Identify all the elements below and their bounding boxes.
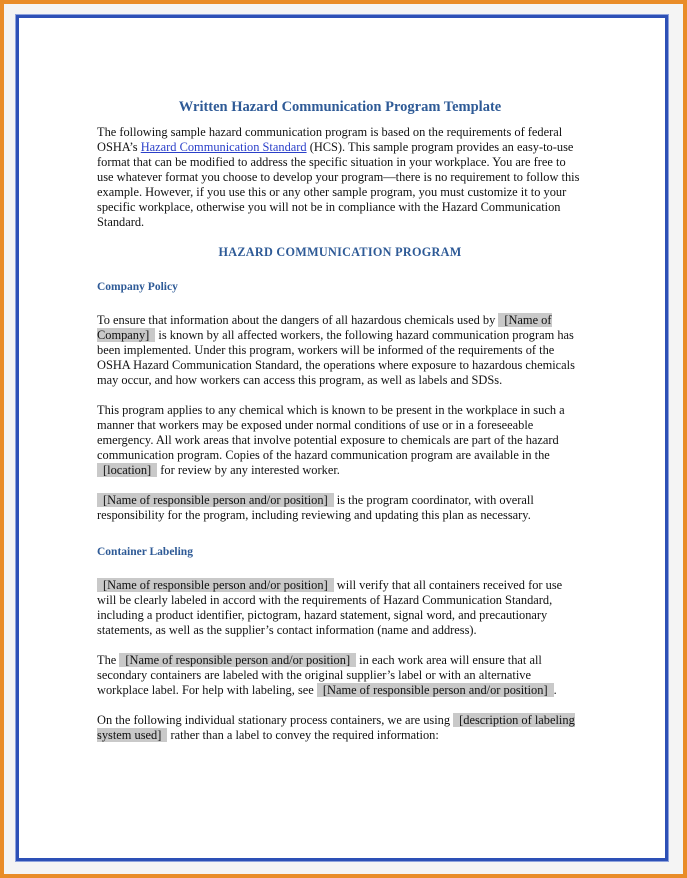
cp2-text-1: This program applies to any chemical which is known to be present in the workplace in such a manner that workers may be exposed under normal conditions of use or in a foreseeable emergency. All work areas that involve potential exposure to chemicals are part of the hazard communication program. Copies of the hazard communication program are available in the	[97, 403, 565, 462]
container-labeling-paragraph-2	[97, 653, 583, 698]
intro-text-2: (HCS). This sample program provides an easy-to-use format that can be modified to address the specific situation in your workplace. You are free to use whatever format you choose to develop your program—there is no requirement to follow this example. However, if you use this or any other sample program, you must customize it to your specific workplace, otherwise you will not be in compliance with the Hazard Communication Standard.	[97, 140, 580, 229]
company-policy-paragraph-2	[97, 403, 583, 478]
container-labeling-paragraph-1	[97, 578, 583, 638]
container-labeling-paragraph-3	[97, 713, 583, 743]
cl2-text-2: in each work area will ensure that all secondary containers are labeled with the original supplier’s label or with an alternative workplace label. For help with labeling, see	[97, 653, 542, 697]
cl2-text-1: The	[97, 653, 120, 667]
container-labeling-heading: Container Labeling	[97, 546, 193, 558]
document-content	[97, 98, 583, 758]
placeholder-responsible-person[interactable]: [Name of responsible person and/or position]	[119, 653, 356, 667]
cl3-text-1: On the following individual stationary process containers, we are using	[97, 713, 454, 727]
company-policy-paragraph-1	[97, 313, 583, 388]
program-heading: HAZARD COMMUNICATION PROGRAM	[218, 245, 462, 259]
placeholder-responsible-person[interactable]: [Name of responsible person and/or position]	[97, 578, 334, 592]
intro-paragraph	[97, 125, 583, 230]
cp1-text-2: is known by all affected workers, the following hazard communication program has been implemented. Under this program, workers will be informed of the requirements of the OSHA Hazard Communication Standard, the operations where exposure to hazardous chemicals may occur, and how workers can access this program, as well as labels and SDSs.	[97, 328, 575, 387]
placeholder-responsible-person[interactable]: [Name of responsible person and/or position]	[97, 493, 334, 507]
placeholder-location[interactable]: [location]	[97, 463, 157, 477]
placeholder-company-name[interactable]: [Name of Company]	[97, 313, 552, 342]
document-page	[16, 15, 668, 861]
cp2-text-2: for review by any interested worker.	[157, 463, 340, 477]
placeholder-responsible-person[interactable]: [Name of responsible person and/or position]	[317, 683, 554, 697]
placeholder-labeling-system[interactable]: [description of labeling system used]	[97, 713, 575, 742]
company-policy-heading: Company Policy	[97, 281, 178, 293]
intro-text-1: The following sample hazard communication program is based on the requirements of federal OSHA’s	[97, 125, 563, 154]
cl1-text-1: will verify that all containers received for use will be clearly labeled in accord with the requirements of Hazard Communication Standard, including a product identifier, pictogram, hazard statement, signal word, and precautionary statements, as well as the supplier’s contact information (name and address).	[97, 578, 563, 637]
company-policy-paragraph-3	[97, 493, 583, 523]
cp1-text-1: To ensure that information about the dangers of all hazardous chemicals used by	[97, 313, 499, 327]
document-frame	[4, 4, 683, 874]
cp3-text-1: is the program coordinator, with overall responsibility for the program, including reviewing and updating this plan as necessary.	[97, 493, 534, 522]
cl2-text-3: .	[553, 683, 557, 697]
document-title: Written Hazard Communication Program Template	[178, 99, 502, 115]
hcs-link[interactable]: Hazard Communication Standard	[140, 140, 307, 154]
cl3-text-2: rather than a label to convey the required information:	[167, 728, 439, 742]
